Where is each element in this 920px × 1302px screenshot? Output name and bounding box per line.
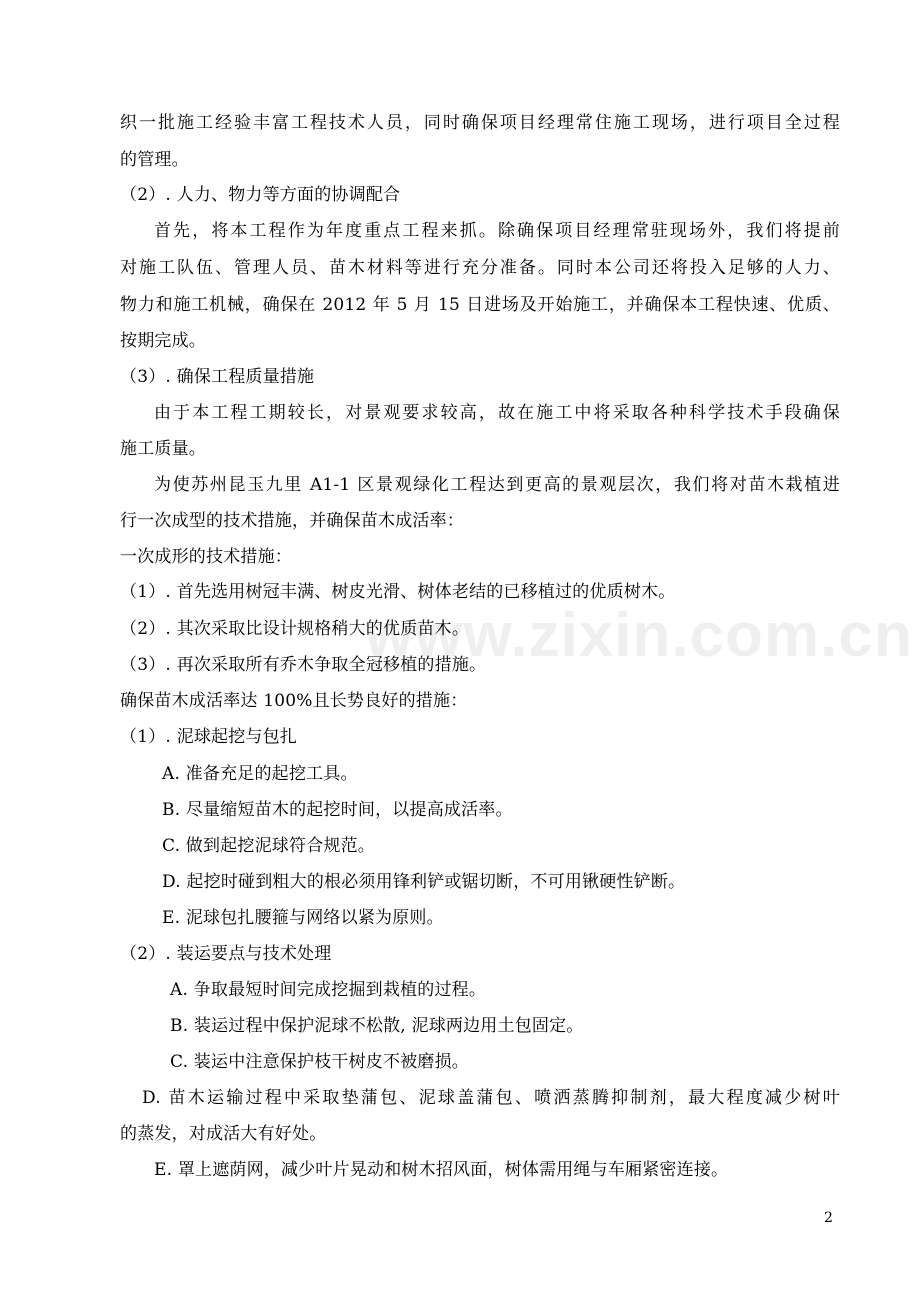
body-line: 行一次成型的技术措施，并确保苗木成活率： <box>120 511 464 531</box>
list-subitem: B. 装运过程中保护泥球不松散, 泥球两边用土包固定。 <box>170 1016 584 1036</box>
list-subitem: D. 苗木运输过程中采取垫蒲包、泥球盖蒲包、喷洒蒸腾抑制剂，最大程度减少树叶 <box>142 1088 840 1108</box>
body-line: 按期完成。 <box>120 331 206 351</box>
list-item: （1）. 泥球起挖与包扎 <box>120 727 298 747</box>
watermark: www.zixin.com.cn <box>365 601 913 670</box>
body-line: 对施工队伍、管理人员、苗木材料等进行充分准备。同时本公司还将投入足够的人力、 <box>120 258 840 278</box>
body-line: 施工质量。 <box>120 439 206 459</box>
list-item: （3）. 再次采取所有乔木争取全冠移植的措施。 <box>120 655 487 675</box>
subsection-heading: 确保苗木成活率达 100%且长势良好的措施： <box>120 691 468 711</box>
list-subitem: B. 尽量缩短苗木的起挖时间，以提高成活率。 <box>162 800 513 820</box>
body-line: 为使苏州昆玉九里 A1-1 区景观绿化工程达到更高的景观层次，我们将对苗木栽植进 <box>154 475 840 495</box>
body-line: 首先，将本工程作为年度重点工程来抓。除确保项目经理常驻现场外，我们将提前 <box>154 221 840 241</box>
body-line: 织一批施工经验丰富工程技术人员，同时确保项目经理常住施工现场，进行项目全过程 <box>120 113 840 133</box>
subsection-heading: 一次成形的技术措施： <box>120 547 292 567</box>
list-item: （2）. 装运要点与技术处理 <box>120 944 332 964</box>
list-subitem: E. 泥球包扎腰箍与网络以紧为原则。 <box>162 908 444 928</box>
list-item: （1）. 首先选用树冠丰满、树皮光滑、树体老结的已移植过的优质树木。 <box>120 582 676 602</box>
section-heading: （3）. 确保工程质量措施 <box>120 367 315 387</box>
body-line: 物力和施工机械，确保在 2012 年 5 月 15 日进场及开始施工，并确保本工程快速、优质、 <box>120 295 840 315</box>
list-subitem: A. 争取最短时间完成挖掘到栽植的过程。 <box>170 980 487 1000</box>
section-heading: （2）. 人力、物力等方面的协调配合 <box>120 185 401 205</box>
list-subitem: A. 准备充足的起挖工具。 <box>162 764 358 784</box>
page-number: 2 <box>824 1210 833 1226</box>
list-subitem: D. 起挖时碰到粗大的根必须用锋利铲或锯切断，不可用锹硬性铲断。 <box>162 872 686 892</box>
list-subitem: C. 装运中注意保护枝干树皮不被磨损。 <box>170 1052 470 1072</box>
body-line: 由于本工程工期较长，对景观要求较高，故在施工中将采取各种科学技术手段确保 <box>154 403 840 423</box>
body-line: 的管理。 <box>120 150 189 170</box>
body-line: 的蒸发，对成活大有好处。 <box>120 1124 327 1144</box>
list-item: （2）. 其次采取比设计规格稍大的优质苗木。 <box>120 619 470 639</box>
list-subitem: E. 罩上遮荫网，减少叶片晃动和树木招风面，树体需用绳与车厢紧密连接。 <box>154 1160 729 1180</box>
list-subitem: C. 做到起挖泥球符合规范。 <box>162 836 376 856</box>
